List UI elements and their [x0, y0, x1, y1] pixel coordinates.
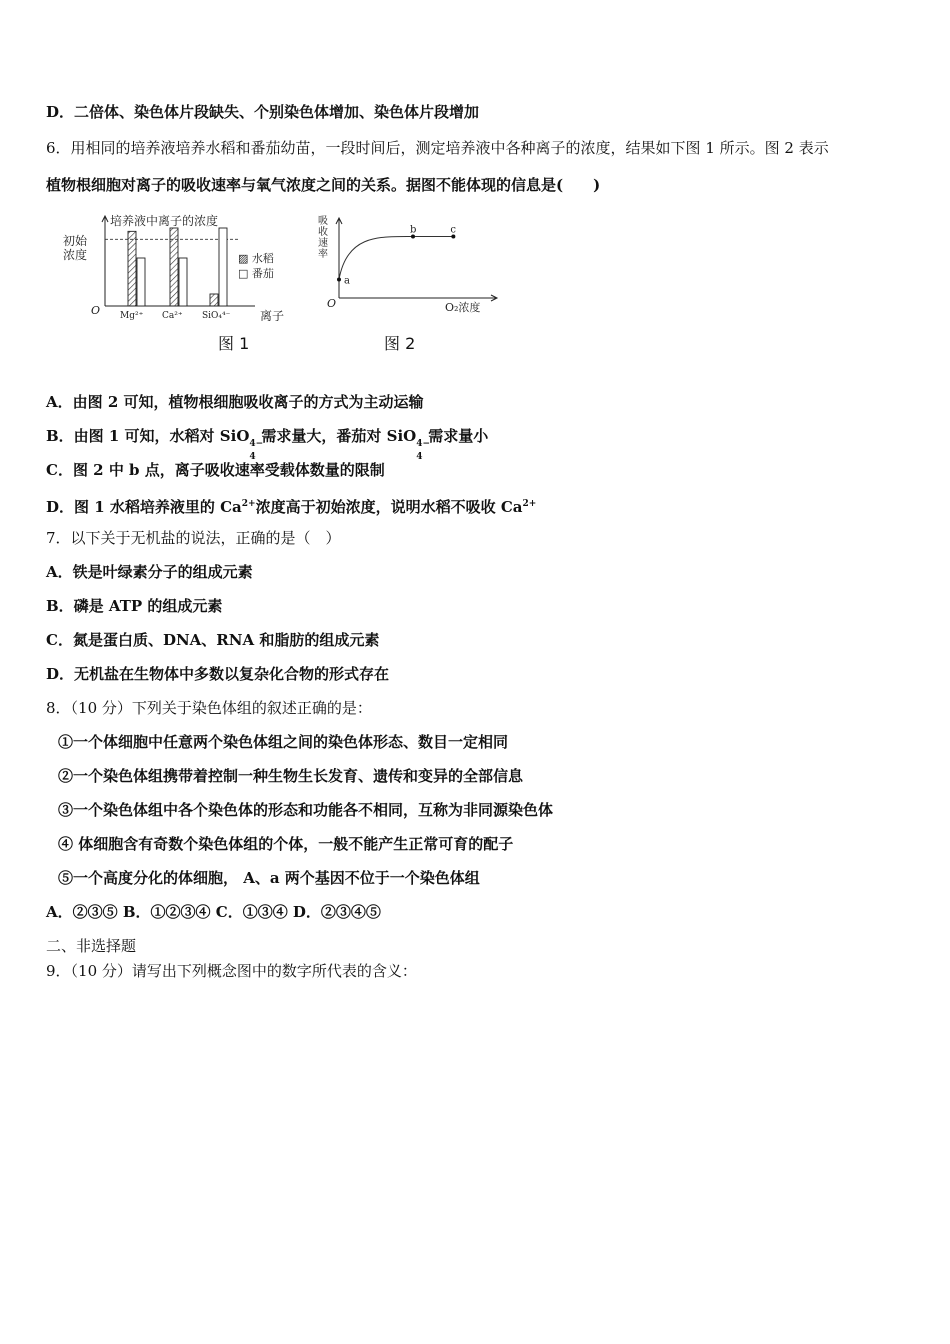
fig1-tick-2: SiO₄⁴⁻	[202, 311, 231, 321]
q7-stem: 7．以下关于无机盐的说法，正确的是（ ）	[46, 529, 341, 547]
fig1-tick-1: Ca²⁺	[162, 311, 183, 321]
fig2-point-label-a: a	[344, 275, 350, 287]
fig1-legend-0: ▨ 水稻	[238, 252, 274, 265]
fig2-ylabel-char-0: 吸	[318, 216, 328, 227]
fig1-title: 培养液中离子的浓度	[110, 214, 219, 228]
fig2-point-label-b: b	[410, 224, 417, 236]
figure1-bar-chart	[55, 210, 295, 325]
fig1-bar-番茄-0	[137, 258, 145, 306]
fig1-bar-番茄-1	[179, 258, 187, 306]
fig1-legend-1: □ 番茄	[238, 267, 274, 280]
q8-item-5: ⑤一个高度分化的体细胞， A、a 两个基因不位于一个染色体组	[58, 869, 480, 887]
q7-option-b: B．磷是 ATP 的组成元素	[46, 597, 223, 615]
q7-option-c: C．氮是蛋白质、DNA、RNA 和脂肪的组成元素	[46, 631, 380, 649]
fig2-origin-label: O	[327, 297, 337, 310]
q8-item-2: ②一个染色体组携带着控制一种生物生长发育、遗传和变异的全部信息	[58, 767, 524, 785]
q6-option-c: C．图 2 中 b 点，离子吸收速率受载体数量的限制	[46, 461, 385, 479]
fig1-caption: 图 1	[218, 334, 250, 353]
q9-stem: 9．（10 分）请写出下列概念图中的数字所代表的含义：	[46, 962, 417, 980]
q8-item-4: ④ 体细胞含有奇数个染色体组的个体，一般不能产生正常可育的配子	[58, 835, 514, 853]
q6-option-b: B．由图 1 可知，水稻对 SiO 4− 4 需求量大，番茄对 SiO 4− 4 需求量小	[46, 427, 489, 462]
q6-stem-line2: 植物根细胞对离子的吸收速率与氧气浓度之间的关系。据图不能体现的信息是( )	[46, 176, 601, 194]
q6-stem-line1: 6．用相同的培养液培养水稻和番茄幼苗，一段时间后，测定培养液中各种离子的浓度，结果如下图 1 所示。图 2 表示	[46, 139, 829, 157]
q8-item-1: ①一个体细胞中任意两个染色体组之间的染色体形态、数目一定相同	[58, 733, 509, 751]
fig1-tick-0: Mg²⁺	[120, 311, 144, 321]
fig2-ylabel-char-3: 率	[318, 249, 328, 260]
fig1-ylabel-line2: 浓度	[63, 248, 88, 262]
fig1-bar-番茄-2	[219, 228, 227, 306]
q8-stem: 8．（10 分）下列关于染色体组的叙述正确的是：	[46, 699, 372, 717]
section2-heading: 二、非选择题	[46, 937, 137, 955]
q5-option-d: D．二倍体、染色体片段缺失、个别染色体增加、染色体片段增加	[46, 103, 480, 121]
fig2-ylabel-char-2: 速	[318, 238, 328, 249]
fig2-ylabel-char-1: 收	[318, 227, 328, 238]
fig1-xlabel: 离子	[260, 309, 285, 323]
q6-option-d: D．图 1 水稻培养液里的 $Ca^{2+}$浓度高于初始浓度，说明水稻不吸收 $Ca^{2+}$	[46, 498, 537, 516]
fig2-xlabel: O₂浓度	[445, 301, 481, 314]
fig1-ylabel-line1: 初始	[63, 234, 88, 248]
fig2-curve	[339, 236, 453, 279]
fig1-bar-水稻-1	[170, 228, 178, 306]
q7-option-a: A．铁是叶绿素分子的组成元素	[46, 563, 253, 581]
q6-option-a: A．由图 2 可知，植物根细胞吸收离子的方式为主动运输	[46, 393, 424, 411]
fig2-caption: 图 2	[384, 334, 416, 353]
q7-option-d: D．无机盐在生物体中多数以复杂化合物的形式存在	[46, 665, 390, 683]
fig1-bar-水稻-2	[210, 294, 218, 306]
fig1-origin-label: O	[91, 304, 101, 317]
fig2-point-a	[337, 278, 341, 282]
q8-item-3: ③一个染色体组中各个染色体的形态和功能各不相同，互称为非同源染色体	[58, 801, 554, 819]
figure2-line-chart	[315, 212, 505, 317]
q8-options: A．②③⑤ B．①②③④ C．①③④ D．②③④⑤	[46, 903, 381, 921]
fig1-bar-水稻-0	[128, 231, 136, 306]
fig2-point-label-c: c	[450, 224, 456, 236]
